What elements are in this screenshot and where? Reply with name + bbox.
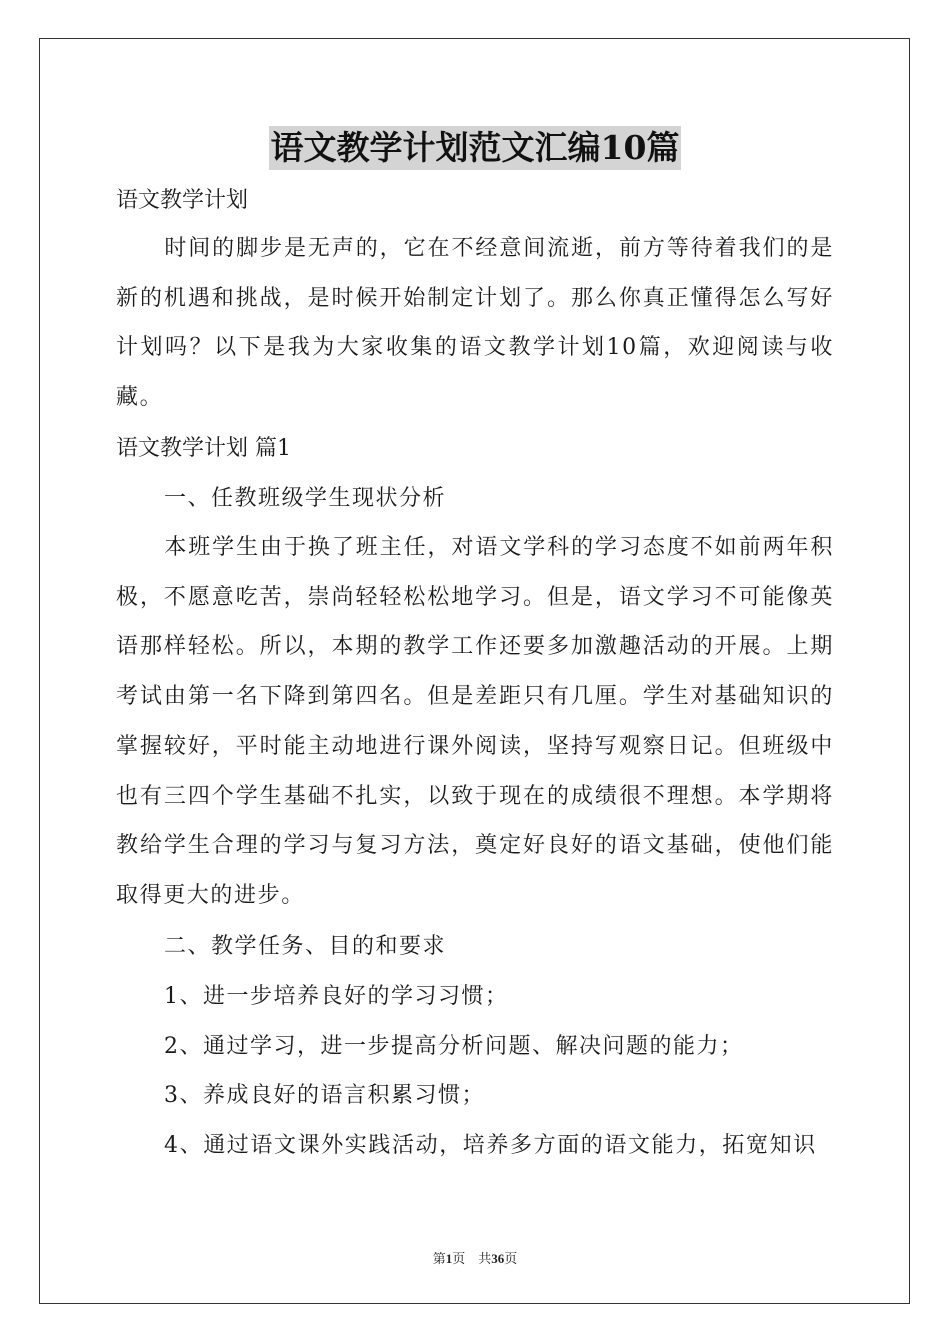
list-item: 1、进一步培养良好的学习习惯；	[164, 984, 509, 1009]
title-container	[0, 126, 950, 170]
list-item: 4、通过语文课外实践活动，培养多方面的语文能力，拓宽知识	[164, 1133, 817, 1158]
footer-prefix: 第	[432, 1251, 446, 1266]
list-item: 2、通过学习，进一步提高分析问题、解决问题的能力；	[164, 1034, 744, 1059]
intro-text: 时间的脚步是无声的，它在不经意间流逝，前方等待着我们的是新的机遇和挑战，是时候开始制定计划了。那么你真正懂得怎么写好计划吗？以下是我为大家收集的语文教学计划10篇，欢迎阅读与收藏。	[116, 236, 834, 411]
body-analysis-text: 本班学生由于换了班主任，对语文学科的学习态度不如前两年积极，不愿意吃苦，崇尚轻轻松松地学习。但是，语文学习不可能像英语那样轻松。所以，本期的教学工作还要多加激趣活动的开展。上期考试由第一名下降到第四名。但是差距只有几厘。学生对基础知识的掌握较好，平时能主动地进行课外阅读，坚持写观察日记。但班级中也有三四个学生基础不扎实，以致于现在的成绩很不理想。本学期将教给学生合理的学习与复习方法，奠定好良好的语文基础，使他们能取得更大的进步。	[116, 535, 834, 908]
footer-total-pages: 36	[491, 1251, 505, 1266]
chapter-label: 语文教学计划 篇1	[116, 436, 291, 461]
body-paragraph-analysis	[116, 523, 834, 921]
heading-teaching-goals: 二、教学任务、目的和要求	[164, 934, 447, 959]
section-label: 语文教学计划	[116, 188, 249, 213]
list-item: 3、养成良好的语言积累习惯；	[164, 1083, 485, 1108]
heading-student-analysis: 一、任教班级学生现状分析	[164, 486, 447, 511]
page-footer	[0, 1248, 950, 1267]
document-title: 语文教学计划范文汇编10篇	[269, 126, 682, 170]
footer-mid: 页 共	[452, 1251, 492, 1266]
intro-paragraph	[116, 224, 834, 423]
footer-page-number: 1	[445, 1251, 453, 1266]
footer-suffix: 页	[504, 1251, 518, 1266]
